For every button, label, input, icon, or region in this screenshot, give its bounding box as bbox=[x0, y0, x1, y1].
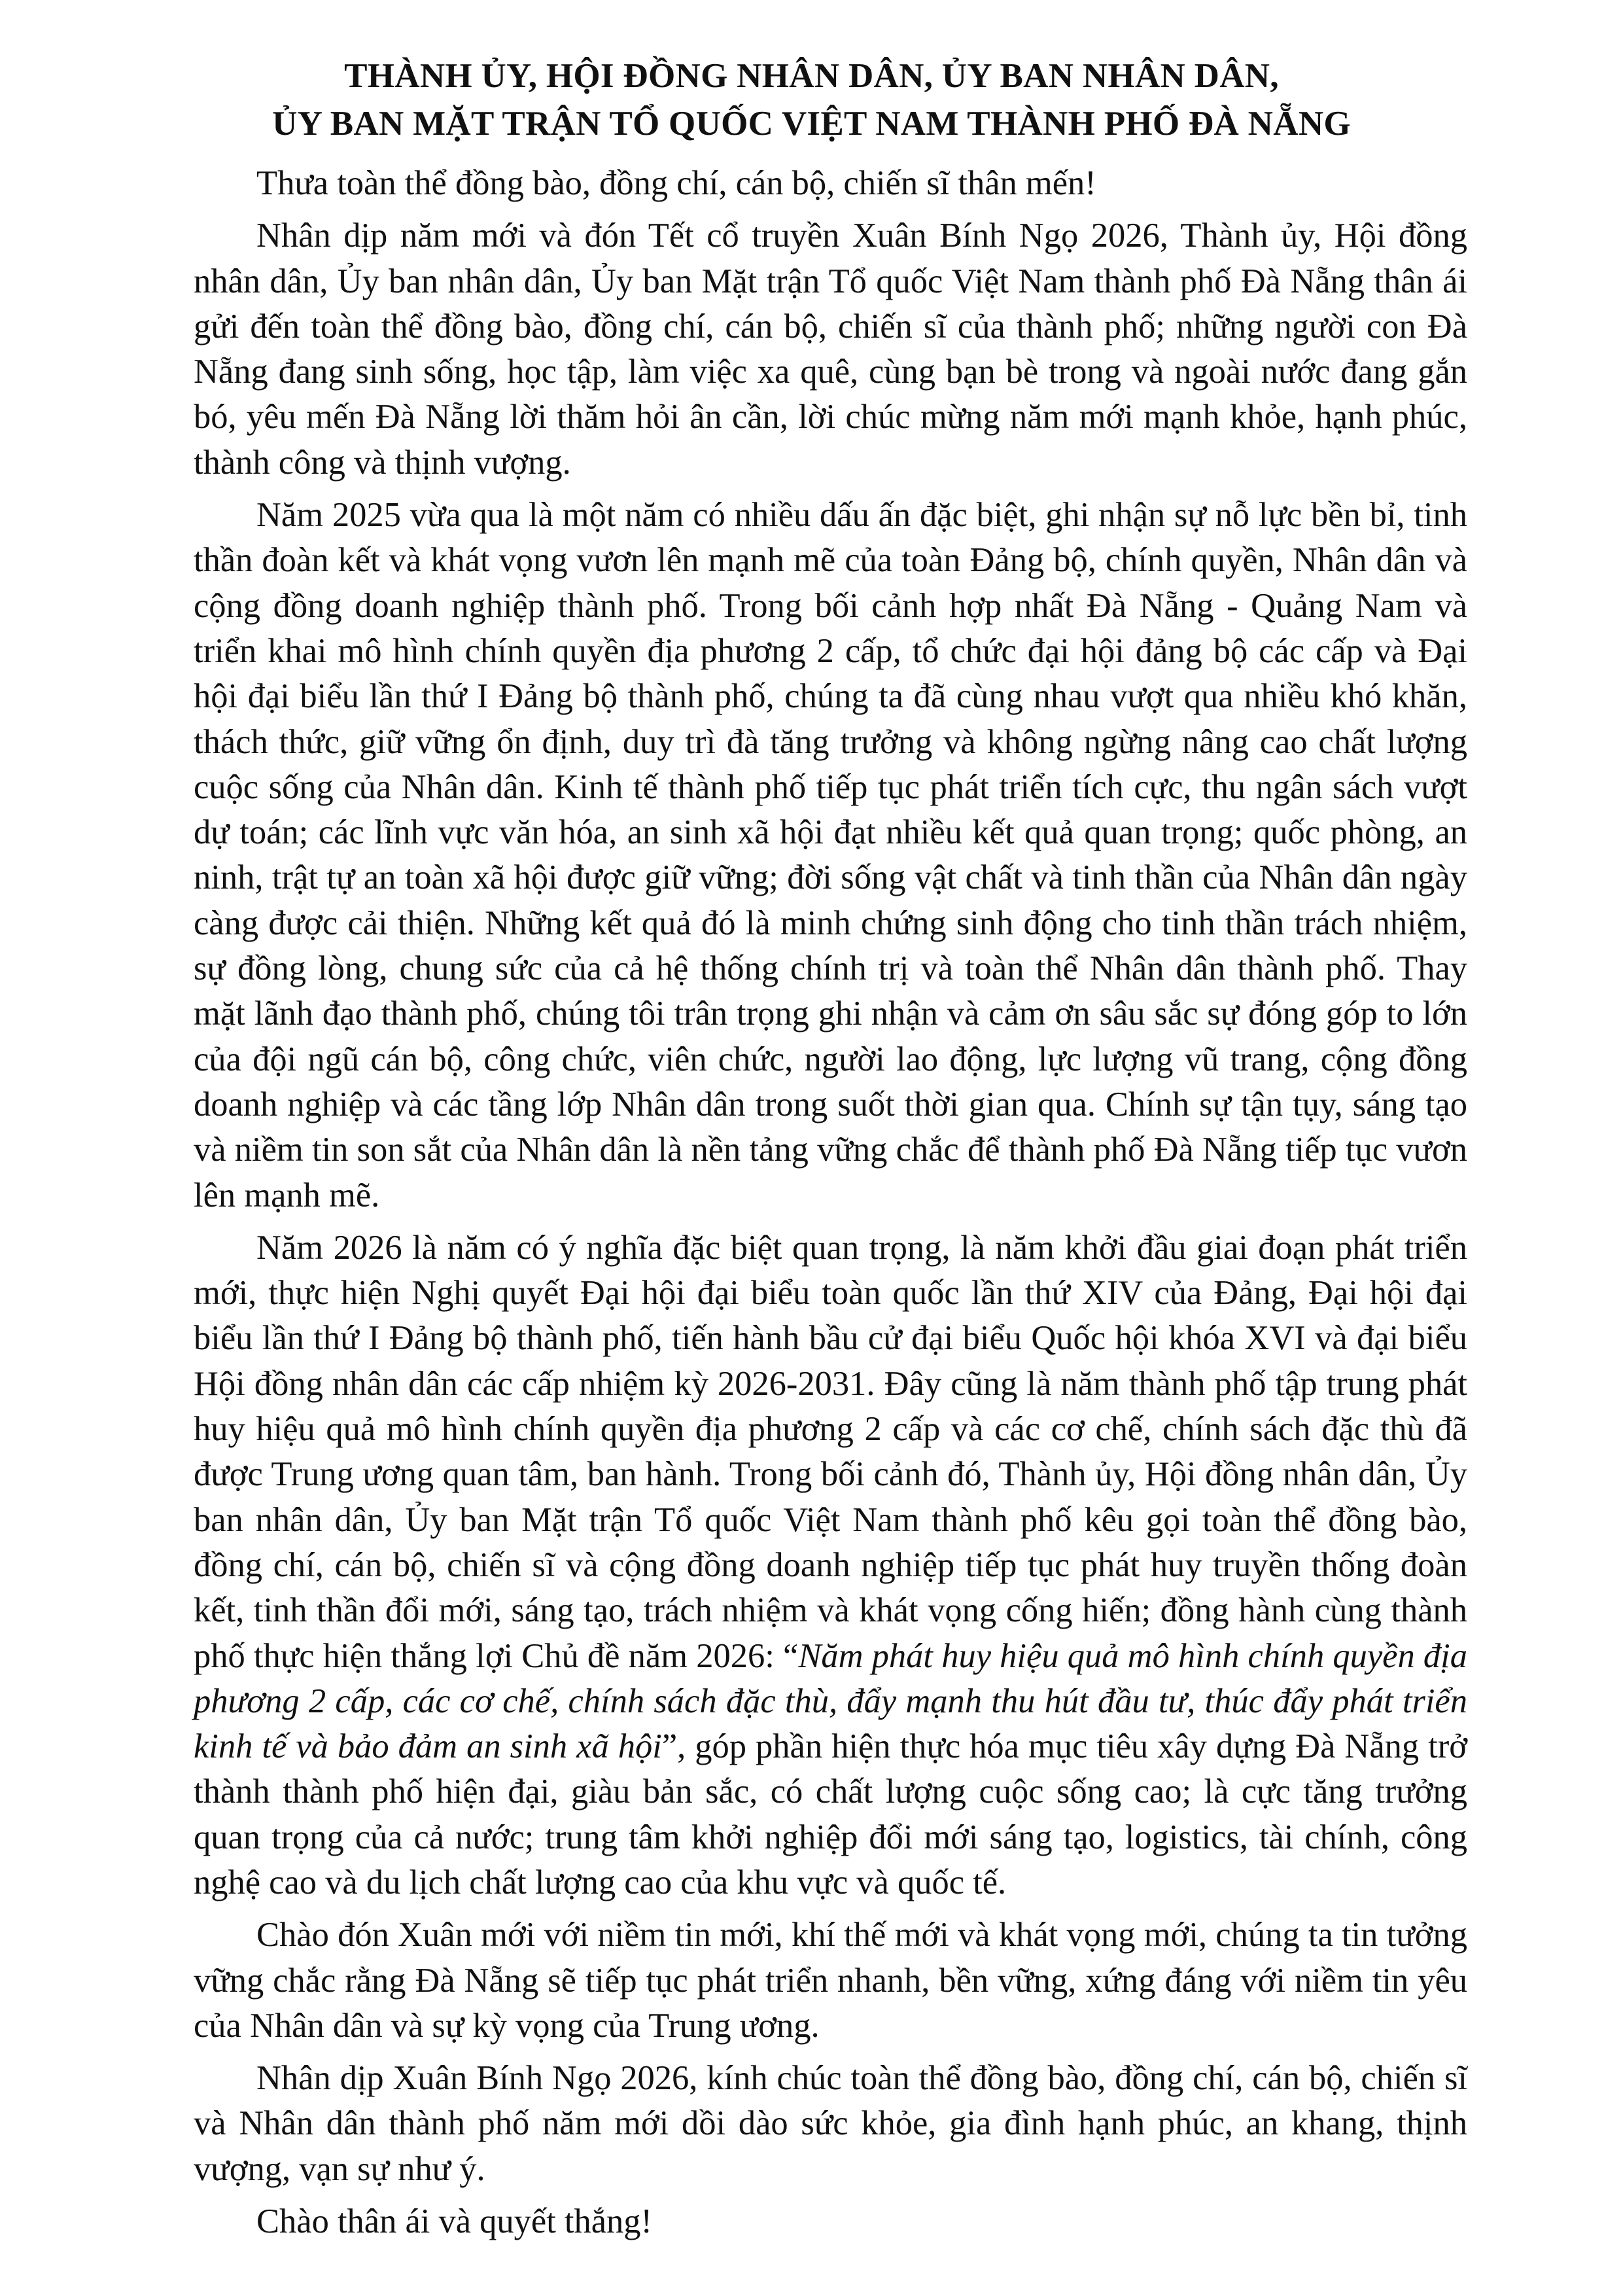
paragraph-2026-intro: Năm 2026 là năm có ý nghĩa đặc biệt quan trọng, là năm khởi đầu giai đoạn phát triển mới, thực hiện Nghị quyết Đại hội đại biểu toàn quốc lần thứ XIV của Đảng, Đại hội đại biểu lần thứ I Đảng bộ thành phố, tiến hành bầu cử đại biểu Quốc hội khóa XVI và đại biểu Hội đồng nhân dân các cấp nhiệm kỳ 2026-2031. Đây cũng là năm thành phố tập trung phát huy hiệu quả mô hình chính quyền địa phương 2 cấp và các cơ chế, chính sách đặc thù đã được Trung ương quan tâm, ban hành. Trong bối cảnh đó, Thành ủy, Hội đồng nhân dân, Ủy ban nhân dân, Ủy ban Mặt trận Tổ quốc Việt Nam thành phố kêu gọi toàn thể đồng bào, đồng chí, cán bộ, chiến sĩ và cộng đồng doanh nghiệp tiếp tục phát huy truyền thống đoàn kết, tinh thần đổi mới, sáng tạo, trách nhiệm và khát vọng cống hiến; đồng hành cùng thành phố thực hiện thắng lợi Chủ đề năm 2026: “ bbox=[194, 1228, 1467, 1675]
paragraph-wishes: Nhân dịp Xuân Bính Ngọ 2026, kính chúc toàn thể đồng bào, đồng chí, cán bộ, chiến sĩ và Nhân dân thành phố năm mới dồi dào sức khỏe, gia đình hạnh phúc, an khang, thịnh vượng, vạn sự như ý. bbox=[194, 2059, 1467, 2188]
paragraph-new-year-greeting: Nhân dịp năm mới và đón Tết cổ truyền Xuân Bính Ngọ 2026, Thành ủy, Hội đồng nhân dân, Ủy ban nhân dân, Ủy ban Mặt trận Tổ quốc Việt Nam thành phố Đà Nẵng thân ái gửi đến toàn thể đồng bào, đồng chí, cán bộ, chiến sĩ của thành phố; những người con Đà Nẵng đang sinh sống, học tập, làm việc xa quê, cùng bạn bè trong và ngoài nước đang gắn bó, yêu mến Đà Nẵng lời thăm hỏi ân cần, lời chúc mừng năm mới mạnh khỏe, hạnh phúc, thành công và thịnh vượng. bbox=[194, 217, 1467, 482]
paragraph-2026-goals: ”, góp phần hiện thực hóa mục tiêu xây dựng Đà Nẵng trở thành thành phố hiện đại, giàu bản sắc, có chất lượng cuộc sống cao; là cực tăng trưởng quan trọng của cả nước; trung tâm khởi nghiệp đổi mới sáng tạo, logistics, tài chính, công nghệ cao và du lịch chất lượng cao của khu vực và quốc tế. bbox=[194, 1727, 1467, 1901]
theme-2026-quote: Năm phát huy hiệu quả mô hình chính quyền địa phương 2 cấp, các cơ chế, chính sách đặc thù, đẩy mạnh thu hút đầu tư, thúc đẩy phát triển kinh tế và bảo đảm an sinh xã hội bbox=[194, 1636, 1467, 1766]
paragraph-spring-welcome: Chào đón Xuân mới với niềm tin mới, khí thế mới và khát vọng mới, chúng ta tin tưởng vững chắc rằng Đà Nẵng sẽ tiếp tục phát triển nhanh, bền vững, xứng đáng với niềm tin yêu của Nhân dân và sự kỳ vọng của Trung ương. bbox=[194, 1916, 1467, 2045]
document-heading bbox=[0, 52, 1623, 148]
salutation: Thưa toàn thể đồng bào, đồng chí, cán bộ, chiến sĩ thân mến! bbox=[256, 164, 1096, 202]
paragraph-2025-review: Năm 2025 vừa qua là một năm có nhiều dấu ấn đặc biệt, ghi nhận sự nỗ lực bền bỉ, tinh thần đoàn kết và khát vọng vươn lên mạnh mẽ của toàn Đảng bộ, chính quyền, Nhân dân và cộng đồng doanh nghiệp thành phố. Trong bối cảnh hợp nhất Đà Nẵng - Quảng Nam và triển khai mô hình chính quyền địa phương 2 cấp, tổ chức đại hội đảng bộ các cấp và Đại hội đại biểu lần thứ I Đảng bộ thành phố, chúng ta đã cùng nhau vượt qua nhiều khó khăn, thách thức, giữ vững ổn định, duy trì đà tăng trưởng và không ngừng nâng cao chất lượng cuộc sống của Nhân dân. Kinh tế thành phố tiếp tục phát triển tích cực, thu ngân sách vượt dự toán; các lĩnh vực văn hóa, an sinh xã hội đạt nhiều kết quả quan trọng; quốc phòng, an ninh, trật tự an toàn xã hội được giữ vững; đời sống vật chất và tinh thần của Nhân dân ngày càng được cải thiện. Những kết quả đó là minh chứng sinh động cho tinh thần trách nhiệm, sự đồng lòng, chung sức của cả hệ thống chính trị và toàn thể Nhân dân thành phố. Thay mặt lãnh đạo thành phố, chúng tôi trân trọng ghi nhận và cảm ơn sâu sắc sự đóng góp to lớn của đội ngũ cán bộ, công chức, viên chức, người lao động, lực lượng vũ trang, cộng đồng doanh nghiệp và các tầng lớp Nhân dân trong suốt thời gian qua. Chính sự tận tụy, sáng tạo và niềm tin son sắt của Nhân dân là nền tảng vững chắc để thành phố Đà Nẵng tiếp tục vươn lên mạnh mẽ. bbox=[194, 496, 1467, 1214]
heading-line-1: THÀNH ỦY, HỘI ĐỒNG NHÂN DÂN, ỦY BAN NHÂN DÂN, bbox=[344, 57, 1279, 95]
letter-body bbox=[194, 161, 1467, 2252]
closing-line: Chào thân ái và quyết thắng! bbox=[256, 2202, 653, 2241]
paragraph-2026-outlook bbox=[194, 1226, 1467, 1905]
heading-line-2: ỦY BAN MẶT TRẬN TỔ QUỐC VIỆT NAM THÀNH PHỐ ĐÀ NẴNG bbox=[272, 105, 1351, 143]
